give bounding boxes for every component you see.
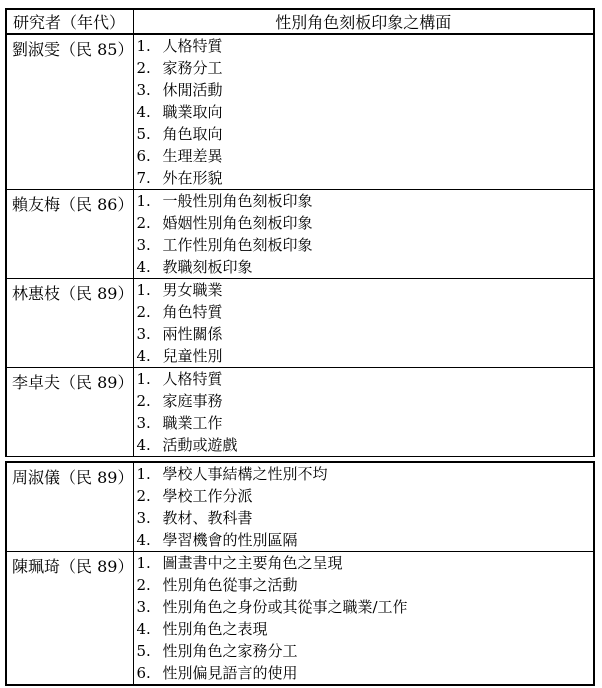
item-label: 一般性別角色刻板印象 — [162, 192, 313, 210]
list-item — [134, 234, 594, 256]
list-item — [134, 123, 594, 145]
item-label: 生理差異 — [162, 147, 223, 165]
list-item — [134, 390, 594, 412]
item-number: 4. — [136, 436, 151, 454]
dimension-cell — [133, 190, 594, 279]
item-label: 工作性別角色刻板印象 — [162, 236, 313, 254]
item-number: 2. — [136, 59, 151, 77]
item-label: 家務分工 — [162, 59, 223, 77]
item-label: 婚姻性別角色刻板印象 — [162, 214, 313, 232]
dimension-cell — [133, 462, 594, 552]
header-researcher: 研究者（年代） — [6, 9, 133, 34]
table-row — [6, 552, 594, 686]
item-number: 6. — [136, 147, 151, 165]
item-label: 家庭事務 — [162, 392, 223, 410]
dimension-cell — [133, 279, 594, 368]
list-item — [134, 101, 594, 123]
item-number: 4. — [136, 258, 151, 276]
list-item — [134, 145, 594, 167]
item-label: 學校工作分派 — [162, 487, 253, 505]
item-number: 4. — [136, 620, 151, 638]
dimensions-table-part-1 — [5, 8, 595, 457]
item-label: 角色特質 — [162, 303, 223, 321]
item-label: 兩性關係 — [162, 325, 223, 343]
list-item — [134, 79, 594, 101]
item-label: 男女職業 — [162, 281, 223, 299]
list-item — [134, 279, 594, 301]
dimensions-table-part-2 — [5, 461, 595, 686]
item-number: 3. — [136, 81, 151, 99]
dimension-list — [134, 368, 594, 456]
table-row — [6, 368, 594, 457]
item-number: 2. — [136, 214, 151, 232]
list-item — [134, 662, 594, 684]
list-item — [134, 323, 594, 345]
dimension-cell — [133, 34, 594, 190]
item-number: 3. — [136, 414, 151, 432]
list-item — [134, 574, 594, 596]
table-row — [6, 190, 594, 279]
list-item — [134, 57, 594, 79]
item-label: 活動或遊戲 — [162, 436, 238, 454]
dimension-list — [134, 463, 594, 551]
dimension-list — [134, 552, 594, 684]
item-number: 1. — [136, 37, 151, 55]
list-item — [134, 596, 594, 618]
list-item — [134, 167, 594, 189]
item-number: 2. — [136, 487, 151, 505]
table-row — [6, 462, 594, 552]
list-item — [134, 368, 594, 390]
table-header-row — [6, 9, 594, 34]
item-label: 職業工作 — [162, 414, 223, 432]
table-row — [6, 34, 594, 190]
item-label: 兒童性別 — [162, 347, 223, 365]
item-label: 教材、教科書 — [162, 509, 253, 527]
item-number: 3. — [136, 509, 151, 527]
table-row — [6, 279, 594, 368]
dimension-list — [134, 35, 594, 189]
header-dimensions: 性別角色刻板印象之構面 — [133, 9, 594, 34]
researcher-cell: 李卓夫（民 89） — [6, 368, 133, 457]
item-label: 人格特質 — [162, 370, 223, 388]
item-number: 4. — [136, 347, 151, 365]
item-label: 性別角色之表現 — [162, 620, 268, 638]
item-label: 學習機會的性別區隔 — [162, 531, 298, 549]
item-number: 2. — [136, 303, 151, 321]
item-label: 性別角色之身份或其從事之職業/工作 — [162, 598, 408, 616]
item-number: 4. — [136, 531, 151, 549]
item-number: 3. — [136, 236, 151, 254]
researcher-cell: 林惠枝（民 89） — [6, 279, 133, 368]
list-item — [134, 345, 594, 367]
dimension-list — [134, 279, 594, 367]
list-item — [134, 507, 594, 529]
list-item — [134, 434, 594, 456]
item-number: 2. — [136, 576, 151, 594]
researcher-cell: 賴友梅（民 86） — [6, 190, 133, 279]
item-label: 性別角色從事之活動 — [162, 576, 298, 594]
item-label: 性別角色之家務分工 — [162, 642, 298, 660]
item-label: 休閒活動 — [162, 81, 223, 99]
list-item — [134, 412, 594, 434]
item-number: 1. — [136, 465, 151, 483]
list-item — [134, 485, 594, 507]
item-number: 1. — [136, 192, 151, 210]
item-number: 1. — [136, 281, 151, 299]
item-number: 7. — [136, 169, 151, 187]
researcher-cell: 陳珮琦（民 89） — [6, 552, 133, 686]
item-label: 圖畫書中之主要角色之呈現 — [162, 554, 343, 572]
researcher-cell: 劉淑雯（民 85） — [6, 34, 133, 190]
item-number: 4. — [136, 103, 151, 121]
item-number: 5. — [136, 642, 151, 660]
item-number: 5. — [136, 125, 151, 143]
list-item — [134, 212, 594, 234]
item-number: 1. — [136, 554, 151, 572]
list-item — [134, 640, 594, 662]
list-item — [134, 529, 594, 551]
dimension-list — [134, 190, 594, 278]
item-label: 學校人事結構之性別不均 — [162, 465, 328, 483]
item-label: 角色取向 — [162, 125, 223, 143]
list-item — [134, 552, 594, 574]
item-label: 外在形貌 — [162, 169, 223, 187]
researcher-cell: 周淑儀（民 89） — [6, 462, 133, 552]
list-item — [134, 618, 594, 640]
list-item — [134, 301, 594, 323]
item-label: 人格特質 — [162, 37, 223, 55]
list-item — [134, 463, 594, 485]
item-number: 3. — [136, 325, 151, 343]
dimension-cell — [133, 368, 594, 457]
item-number: 6. — [136, 664, 151, 682]
item-label: 教職刻板印象 — [162, 258, 253, 276]
list-item — [134, 35, 594, 57]
dimension-cell — [133, 552, 594, 686]
item-number: 3. — [136, 598, 151, 616]
list-item — [134, 256, 594, 278]
item-label: 性別偏見語言的使用 — [162, 664, 298, 682]
item-number: 1. — [136, 370, 151, 388]
item-number: 2. — [136, 392, 151, 410]
list-item — [134, 190, 594, 212]
item-label: 職業取向 — [162, 103, 223, 121]
